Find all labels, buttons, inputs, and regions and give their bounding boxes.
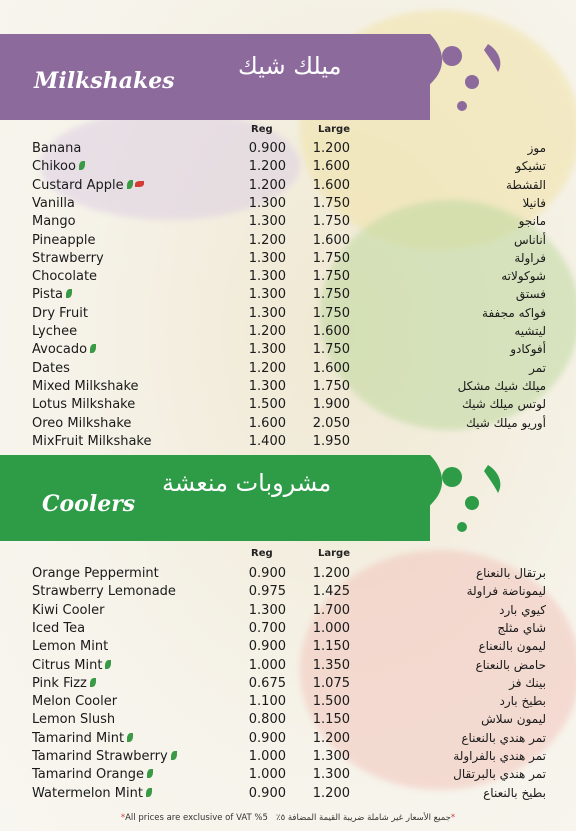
item-price-large: 1.200 [312,141,350,156]
menu-item-row [0,342,576,360]
item-name-en-text: Mixed Milkshake [32,378,139,394]
item-name-ar: فانيلا [522,195,546,210]
menu-item-row [0,603,576,621]
milkshakes-title-en: Milkshakes [34,68,175,94]
item-price-large: 1.000 [312,620,350,636]
menu-item-row [0,324,576,342]
menu-item-row [0,786,576,804]
menu-item-row [0,416,576,434]
menu-item-row [0,379,576,397]
item-price-large: 1.600 [312,159,350,175]
item-name-ar: شاي مثلج [497,620,546,635]
menu-item-row [0,196,576,214]
item-price-large: 1.950 [312,433,350,449]
item-name-en [32,584,176,599]
item-name-en [32,566,159,581]
item-price-reg: 1.300 [248,195,286,211]
vat-footer [0,813,576,823]
item-name-en-text: Lemon Slush [32,712,116,728]
item-price-reg: 1.600 [248,415,286,431]
menu-item-row [0,178,576,196]
milkshakes-header-band [0,34,430,120]
item-price-reg: 0.675 [248,675,286,691]
leaf-icon [127,180,133,189]
item-name-en [32,434,152,449]
item-name-ar: تمر [529,360,546,375]
item-name-en [32,694,117,709]
item-name-en-text: Mango [32,214,76,230]
item-price-large: 2.050 [312,415,350,431]
item-name-en [32,379,139,394]
item-name-en-text: Oreo Milkshake [32,415,132,431]
item-name-en-text: Tamarind Strawberry [32,749,168,764]
item-price-reg: 1.300 [248,250,286,266]
item-price-large: 1.200 [312,566,350,581]
menu-item-row [0,361,576,379]
item-name-en [32,196,75,211]
item-name-ar: تشيكو [515,159,546,174]
leaf-icon [105,660,111,669]
item-name-en-text: Avocado [32,342,88,358]
item-price-reg: 1.200 [248,177,286,193]
item-name-en-text: Chocolate [32,269,98,285]
item-name-en-text: Lemon Mint [32,639,109,655]
item-price-large: 1.600 [312,324,350,339]
leaf-icon [90,344,96,353]
asterisk-icon: * [120,813,126,823]
item-price-reg: 1.100 [248,694,286,710]
item-price-reg: 1.300 [248,342,286,358]
menu-item-row [0,251,576,269]
item-name-en-text: Banana [32,141,82,156]
item-name-en-text: Custard Apple [32,177,124,193]
leaf-icon [171,751,177,760]
item-name-ar: ليتشيه [514,324,546,338]
item-price-large: 1.300 [312,749,350,764]
item-name-ar: أناناس [514,232,546,247]
item-price-large: 1.200 [312,730,350,746]
item-name-ar: كيوي بارد [499,602,546,617]
menu-item-row [0,306,576,324]
item-name-en-text: Tamarind Mint [32,730,125,746]
milkshakes-large-header: Large [318,124,350,135]
item-name-ar: ليموناضة فراولة [466,584,546,599]
item-price-reg: 1.400 [248,433,286,449]
item-price-large: 1.075 [312,675,350,691]
item-name-ar: مانجو [518,214,546,229]
item-price-reg: 1.300 [248,378,286,394]
menu-item-row [0,712,576,730]
item-name-ar: موز [527,141,546,155]
item-name-en [32,712,115,727]
coolers-header-band [0,455,430,541]
item-name-ar: شوكولاته [501,269,546,284]
item-name-ar: أفوكادو [510,342,546,357]
item-price-reg: 1.200 [248,360,286,376]
item-name-en-text: Pink Fizz [32,675,87,691]
chili-icon [135,181,144,187]
milkshakes-title-ar: ميلك شيك [238,52,342,80]
menu-item-row [0,141,576,159]
menu-item-row [0,749,576,767]
item-name-en [32,141,81,156]
item-name-ar: لوتس ميلك شيك [461,397,546,412]
item-price-large: 1.750 [312,305,350,321]
item-name-en-text: Chikoo [32,159,76,175]
item-price-reg: 1.200 [248,324,286,339]
menu-item-row [0,584,576,602]
item-price-reg: 1.000 [248,767,286,783]
item-name-ar: فراولة [514,250,546,265]
item-price-reg: 1.000 [248,657,286,673]
item-name-ar: برتقال بالنعناع [475,566,546,580]
item-name-en [32,269,97,284]
leaf-icon [127,733,133,742]
milkshakes-reg-header: Reg [251,124,273,135]
coolers-splash-icon [376,455,516,551]
item-price-large: 1.750 [312,287,350,303]
item-name-en [32,214,76,229]
item-price-large: 1.750 [312,250,350,266]
menu-item-row [0,621,576,639]
item-name-ar: بطيخ بارد [499,694,546,709]
leaf-icon [146,788,152,797]
item-name-ar: حامض بالنعناع [475,657,546,672]
item-name-en [32,251,104,266]
item-name-en [32,233,95,248]
item-price-large: 1.150 [312,712,350,728]
item-name-en-text: Melon Cooler [32,694,118,710]
item-name-en [32,287,72,302]
item-name-en [32,767,153,782]
menu-item-row [0,214,576,232]
item-price-large: 1.150 [312,639,350,655]
item-price-reg: 1.000 [248,749,286,764]
menu-item-row [0,639,576,657]
menu-item-row [0,434,576,452]
item-name-en-text: Orange Peppermint [32,566,159,581]
menu-item-row [0,397,576,415]
item-name-en [32,786,152,801]
item-name-en [32,159,85,174]
item-name-ar: أوريو ميلك شيك [465,415,546,430]
item-name-en-text: Dry Fruit [32,305,89,321]
item-name-en-text: Pineapple [32,232,96,248]
item-price-large: 1.200 [312,785,350,801]
item-name-en [32,361,70,376]
item-price-reg: 1.300 [248,214,286,230]
item-price-reg: 0.900 [248,639,286,655]
item-price-large: 1.600 [312,177,350,193]
item-name-ar: تمر هندي بالنعناع [461,730,546,745]
item-name-en [32,603,104,618]
item-price-reg: 0.900 [248,566,286,581]
item-name-en [32,621,85,636]
vat-note-ar: جميع الأسعار غير شاملة ضريبة القيمة المضافة ٥٪ [276,813,451,823]
milkshake-splash-icon [376,34,516,130]
item-name-ar: تمر هندي بالبرتقال [453,767,546,782]
item-price-reg: 1.200 [248,232,286,248]
item-name-ar: ميلك شيك مشكل [457,378,546,393]
item-price-large: 1.600 [312,232,350,248]
menu-item-row [0,694,576,712]
item-name-en-text: Iced Tea [32,620,86,636]
coolers-title-ar: مشروبات منعشة [162,469,332,497]
leaf-icon [147,769,153,778]
menu-item-row [0,676,576,694]
item-name-en-text: Strawberry [32,250,104,266]
item-price-large: 1.700 [312,602,350,618]
menu-item-row [0,159,576,177]
item-name-en-text: MixFruit Milkshake [32,433,152,449]
coolers-reg-header: Reg [251,548,273,559]
item-price-reg: 0.800 [248,712,286,728]
item-name-en-text: Lotus Milkshake [32,397,136,413]
item-name-en [32,306,88,321]
item-price-large: 1.750 [312,195,350,211]
item-name-en [32,416,131,431]
item-price-large: 1.600 [312,360,350,376]
item-price-reg: 0.900 [248,141,286,156]
item-name-ar: القشطة [505,177,546,192]
item-name-ar: تمر هندي بالفراولة [453,749,546,763]
item-price-large: 1.425 [312,584,350,600]
item-name-ar: فواكه مجففة [482,305,546,320]
item-name-en [32,178,144,193]
item-price-reg: 0.975 [248,584,286,600]
item-name-en [32,342,96,357]
item-price-large: 1.900 [312,397,350,413]
item-name-en [32,676,96,691]
coolers-large-header: Large [318,548,350,559]
item-price-large: 1.750 [312,378,350,394]
item-name-en [32,658,111,673]
item-name-en [32,639,108,654]
item-name-ar: بينك فز [509,675,546,690]
item-price-large: 1.350 [312,657,350,673]
item-price-reg: 1.300 [248,305,286,321]
item-name-en-text: Pista [32,287,64,303]
item-name-en-text: Strawberry Lemonade [32,584,176,600]
menu-item-row [0,233,576,251]
item-price-reg: 0.900 [248,730,286,746]
item-price-reg: 1.300 [248,269,286,285]
item-price-reg: 1.200 [248,159,286,175]
item-price-large: 1.750 [312,342,350,358]
item-price-reg: 1.500 [248,397,286,413]
leaf-icon [66,289,72,298]
item-price-large: 1.500 [312,694,350,710]
vat-note-en: All prices are exclusive of VAT %5 [125,813,268,823]
menu-item-row [0,269,576,287]
item-name-en [32,749,177,764]
item-price-large: 1.750 [312,214,350,230]
item-name-ar: فستق [515,287,546,302]
menu-item-row [0,287,576,305]
menu-item-row [0,731,576,749]
item-price-large: 1.300 [312,767,350,783]
item-name-en-text: Tamarind Orange [32,767,144,783]
asterisk-icon: * [450,813,456,823]
item-price-reg: 0.900 [248,785,286,801]
item-price-large: 1.750 [312,269,350,285]
item-price-reg: 1.300 [248,602,286,618]
item-name-en-text: Citrus Mint [32,657,103,673]
leaf-icon [90,678,96,687]
item-name-ar: بطيخ بالنعناع [483,785,546,800]
item-price-reg: 0.700 [248,620,286,636]
menu-item-row [0,767,576,785]
item-name-en-text: Dates [32,360,70,376]
item-name-en-text: Watermelon Mint [32,785,143,801]
item-name-en [32,731,133,746]
item-name-en-text: Kiwi Cooler [32,602,105,618]
leaf-icon [79,161,85,170]
item-name-en [32,324,77,339]
item-price-reg: 1.300 [248,287,286,303]
item-name-ar: ليمون بالنعناع [478,639,546,654]
item-name-en-text: Lychee [32,324,78,339]
coolers-title-en: Coolers [42,491,136,517]
menu-item-row [0,566,576,584]
item-name-ar: ليمون سلاش [481,712,546,727]
item-name-en-text: Vanilla [32,195,75,211]
item-name-en [32,397,135,412]
menu-item-row [0,658,576,676]
